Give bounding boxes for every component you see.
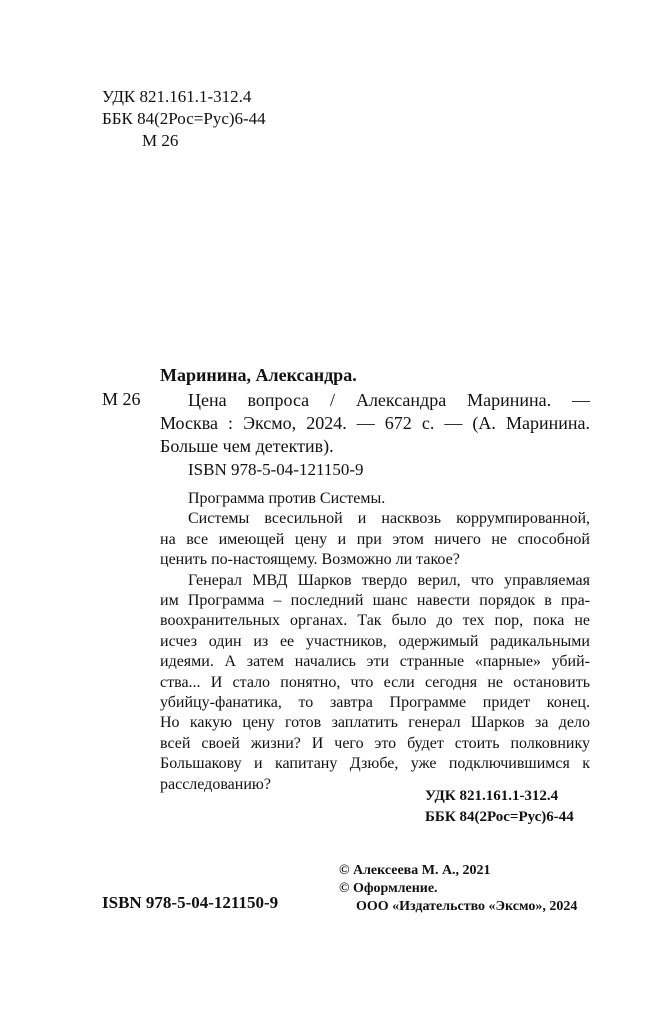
annotation-line: ства... И стало понятно, что если сегодня не остановить [160,673,590,691]
author-mark: М 26 [102,389,141,409]
isbn-bottom: ISBN 978-5-04-121150-9 [102,893,279,912]
author-mark-code: М 26 [142,131,179,150]
annotation-line: убийцу-фанатика, то завтра Программе придет конец. [160,694,590,712]
classification-codes-top [102,86,266,152]
book-author: Маринина, Александра. [160,365,357,385]
annotation-line: идеями. А затем начались эти странные «парные» убий- [160,653,590,671]
annotation-line: Большакову и капитану Дзюбе, уже подключившимся к [160,755,590,773]
annotation-line: ценить по-настоящему. Возможно ли такое? [160,551,460,569]
book-annotation [160,489,590,795]
copyright-design: © Оформление. [339,881,438,896]
udk-code: УДК 821.161.1-312.4 [425,788,559,804]
bibliographic-description [160,389,590,458]
description-line: Больше чем детектив). [160,436,334,456]
isbn-inline: ISBN 978-5-04-121150-9 [188,460,364,479]
annotation-line: Системы всесильной и насквозь коррумпированной, [188,510,590,528]
annotation-line: исчез один из ее участников, одержимый радикальными [160,632,590,650]
annotation-line: расследованию? [160,775,271,793]
bbk-code: ББК 84(2Рос=Рус)6-44 [425,809,574,825]
annotation-line: Генерал МВД Шарков твердо верил, что управляемая [188,571,590,589]
annotation-line: Но какую цену готов заплатить генерал Шарков за дело [160,714,590,732]
annotation-line: Программа против Системы. [188,490,386,507]
annotation-line: всей своей жизни? И чего это будет стоить полковнику [160,734,590,752]
description-line: Москва : Эксмо, 2024. — 672 с. — (А. Маринина. [160,413,590,433]
annotation-line: воохранительных органах. Так было до тех пор, пока не [160,612,590,630]
description-line: Цена вопроса / Александра Маринина. — [188,390,590,410]
classification-codes-bottom [425,786,574,828]
copyright-publisher: ООО «Издательство «Эксмо», 2024 [356,899,578,914]
copyright-author: © Алексеева М. А., 2021 [339,863,491,878]
annotation-line: им Программа – последний шанс навести порядок в пра- [160,592,590,610]
bbk-code: ББК 84(2Рос=Рус)6-44 [102,109,266,128]
copyright-block [339,862,577,916]
udk-code: УДК 821.161.1-312.4 [102,87,252,106]
annotation-line: на все имеющей цену и при этом ничего не способной [160,530,590,548]
